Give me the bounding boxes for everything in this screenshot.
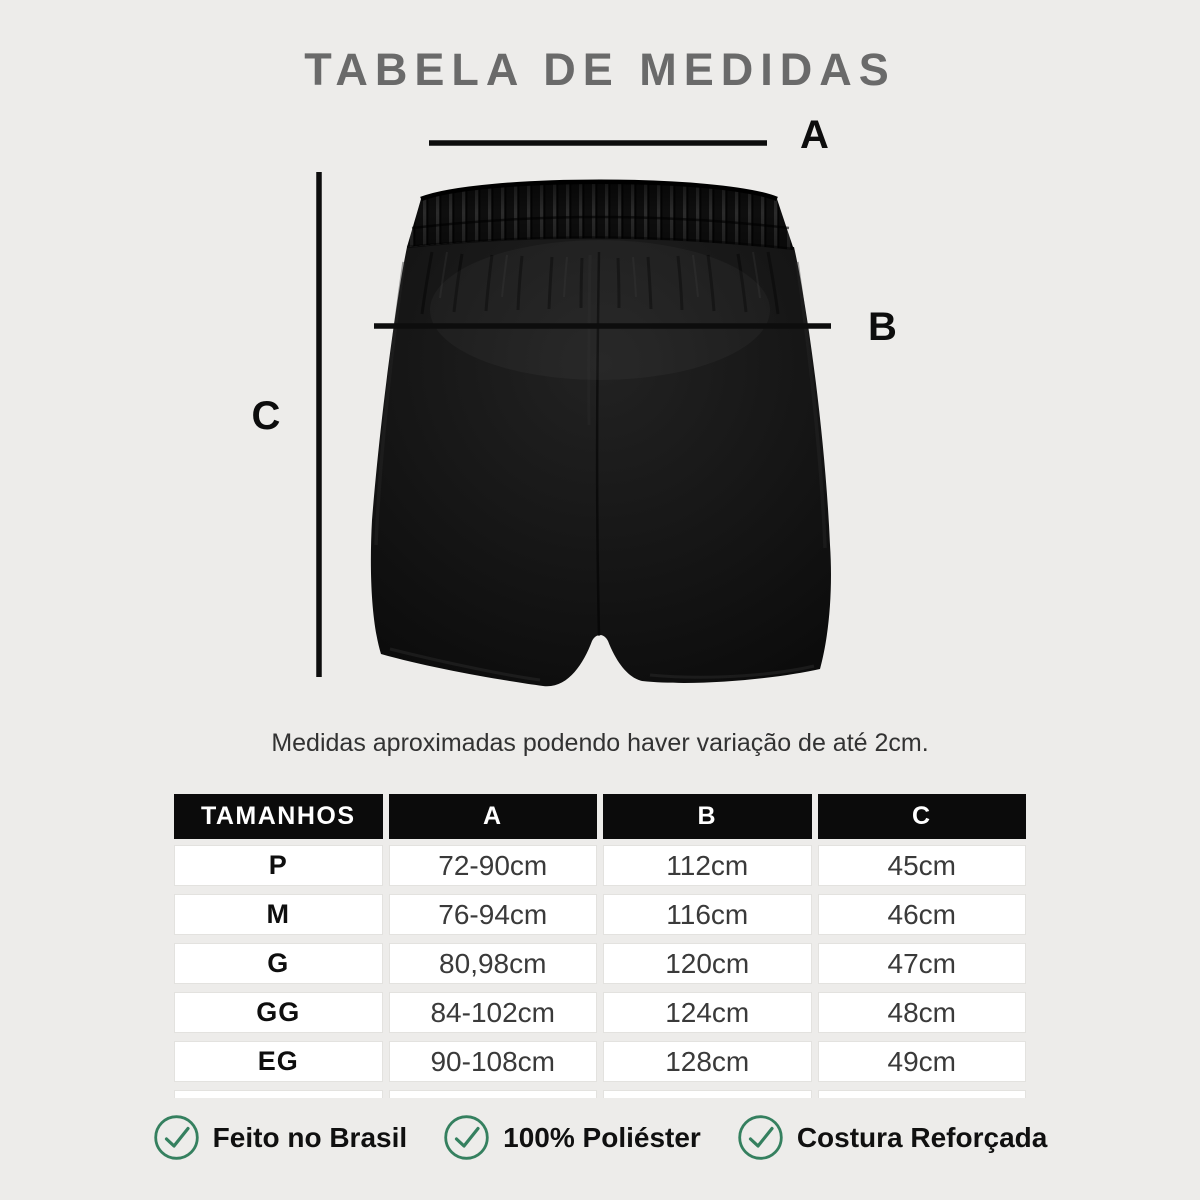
feature-badges <box>0 1114 1200 1161</box>
feature-reinforced-seams <box>737 1114 1048 1161</box>
header-b: B <box>603 794 812 839</box>
cell-c: 46cm <box>818 894 1027 935</box>
header-tamanhos: TAMANHOS <box>174 794 383 839</box>
check-circle-icon <box>443 1114 490 1161</box>
table-header-row <box>174 794 1026 839</box>
feature-label: 100% Poliéster <box>503 1121 701 1153</box>
measure-label-c: C <box>251 394 281 438</box>
feature-label: Feito no Brasil <box>212 1121 408 1153</box>
tolerance-note: Medidas aproximadas podendo haver variação de até 2cm. <box>271 729 929 757</box>
check-circle-icon <box>737 1114 784 1161</box>
table-row <box>174 894 1026 935</box>
feature-made-in-brazil <box>153 1114 407 1161</box>
check-circle-icon <box>153 1114 200 1161</box>
header-a: A <box>389 794 598 839</box>
cell-c: 49cm <box>818 1041 1027 1082</box>
cell-a: 80,98cm <box>389 943 598 984</box>
cell-b: 124cm <box>603 992 812 1033</box>
cell-b: 116cm <box>603 894 812 935</box>
table-row <box>174 1041 1026 1082</box>
cell-size: M <box>174 894 383 935</box>
cell-size: P <box>174 845 383 886</box>
cell-a: 76-94cm <box>389 894 598 935</box>
table-row <box>174 992 1026 1033</box>
measure-label-a: A <box>800 113 829 157</box>
cell-b: 128cm <box>603 1041 812 1082</box>
cell-a: 84-102cm <box>389 992 598 1033</box>
cell-c: 45cm <box>818 845 1027 886</box>
cell-c: 48cm <box>818 992 1027 1033</box>
cell-a: 72-90cm <box>389 845 598 886</box>
cell-a: 90-108cm <box>389 1041 598 1082</box>
size-table <box>174 794 1026 1098</box>
table-row <box>174 845 1026 886</box>
feature-label: Costura Reforçada <box>796 1121 1048 1153</box>
page-title: TABELA DE MEDIDAS <box>304 44 896 95</box>
table-row <box>174 943 1026 984</box>
feature-polyester <box>443 1114 701 1161</box>
table-row-cropped <box>174 1090 1026 1098</box>
cell-size: EG <box>174 1041 383 1082</box>
cell-c: 47cm <box>818 943 1027 984</box>
measure-label-b: B <box>868 305 897 349</box>
black-shorts-image <box>371 182 831 687</box>
cell-b: 112cm <box>603 845 812 886</box>
cell-size: GG <box>174 992 383 1033</box>
cell-b: 120cm <box>603 943 812 984</box>
header-c: C <box>818 794 1027 839</box>
cell-size: G <box>174 943 383 984</box>
